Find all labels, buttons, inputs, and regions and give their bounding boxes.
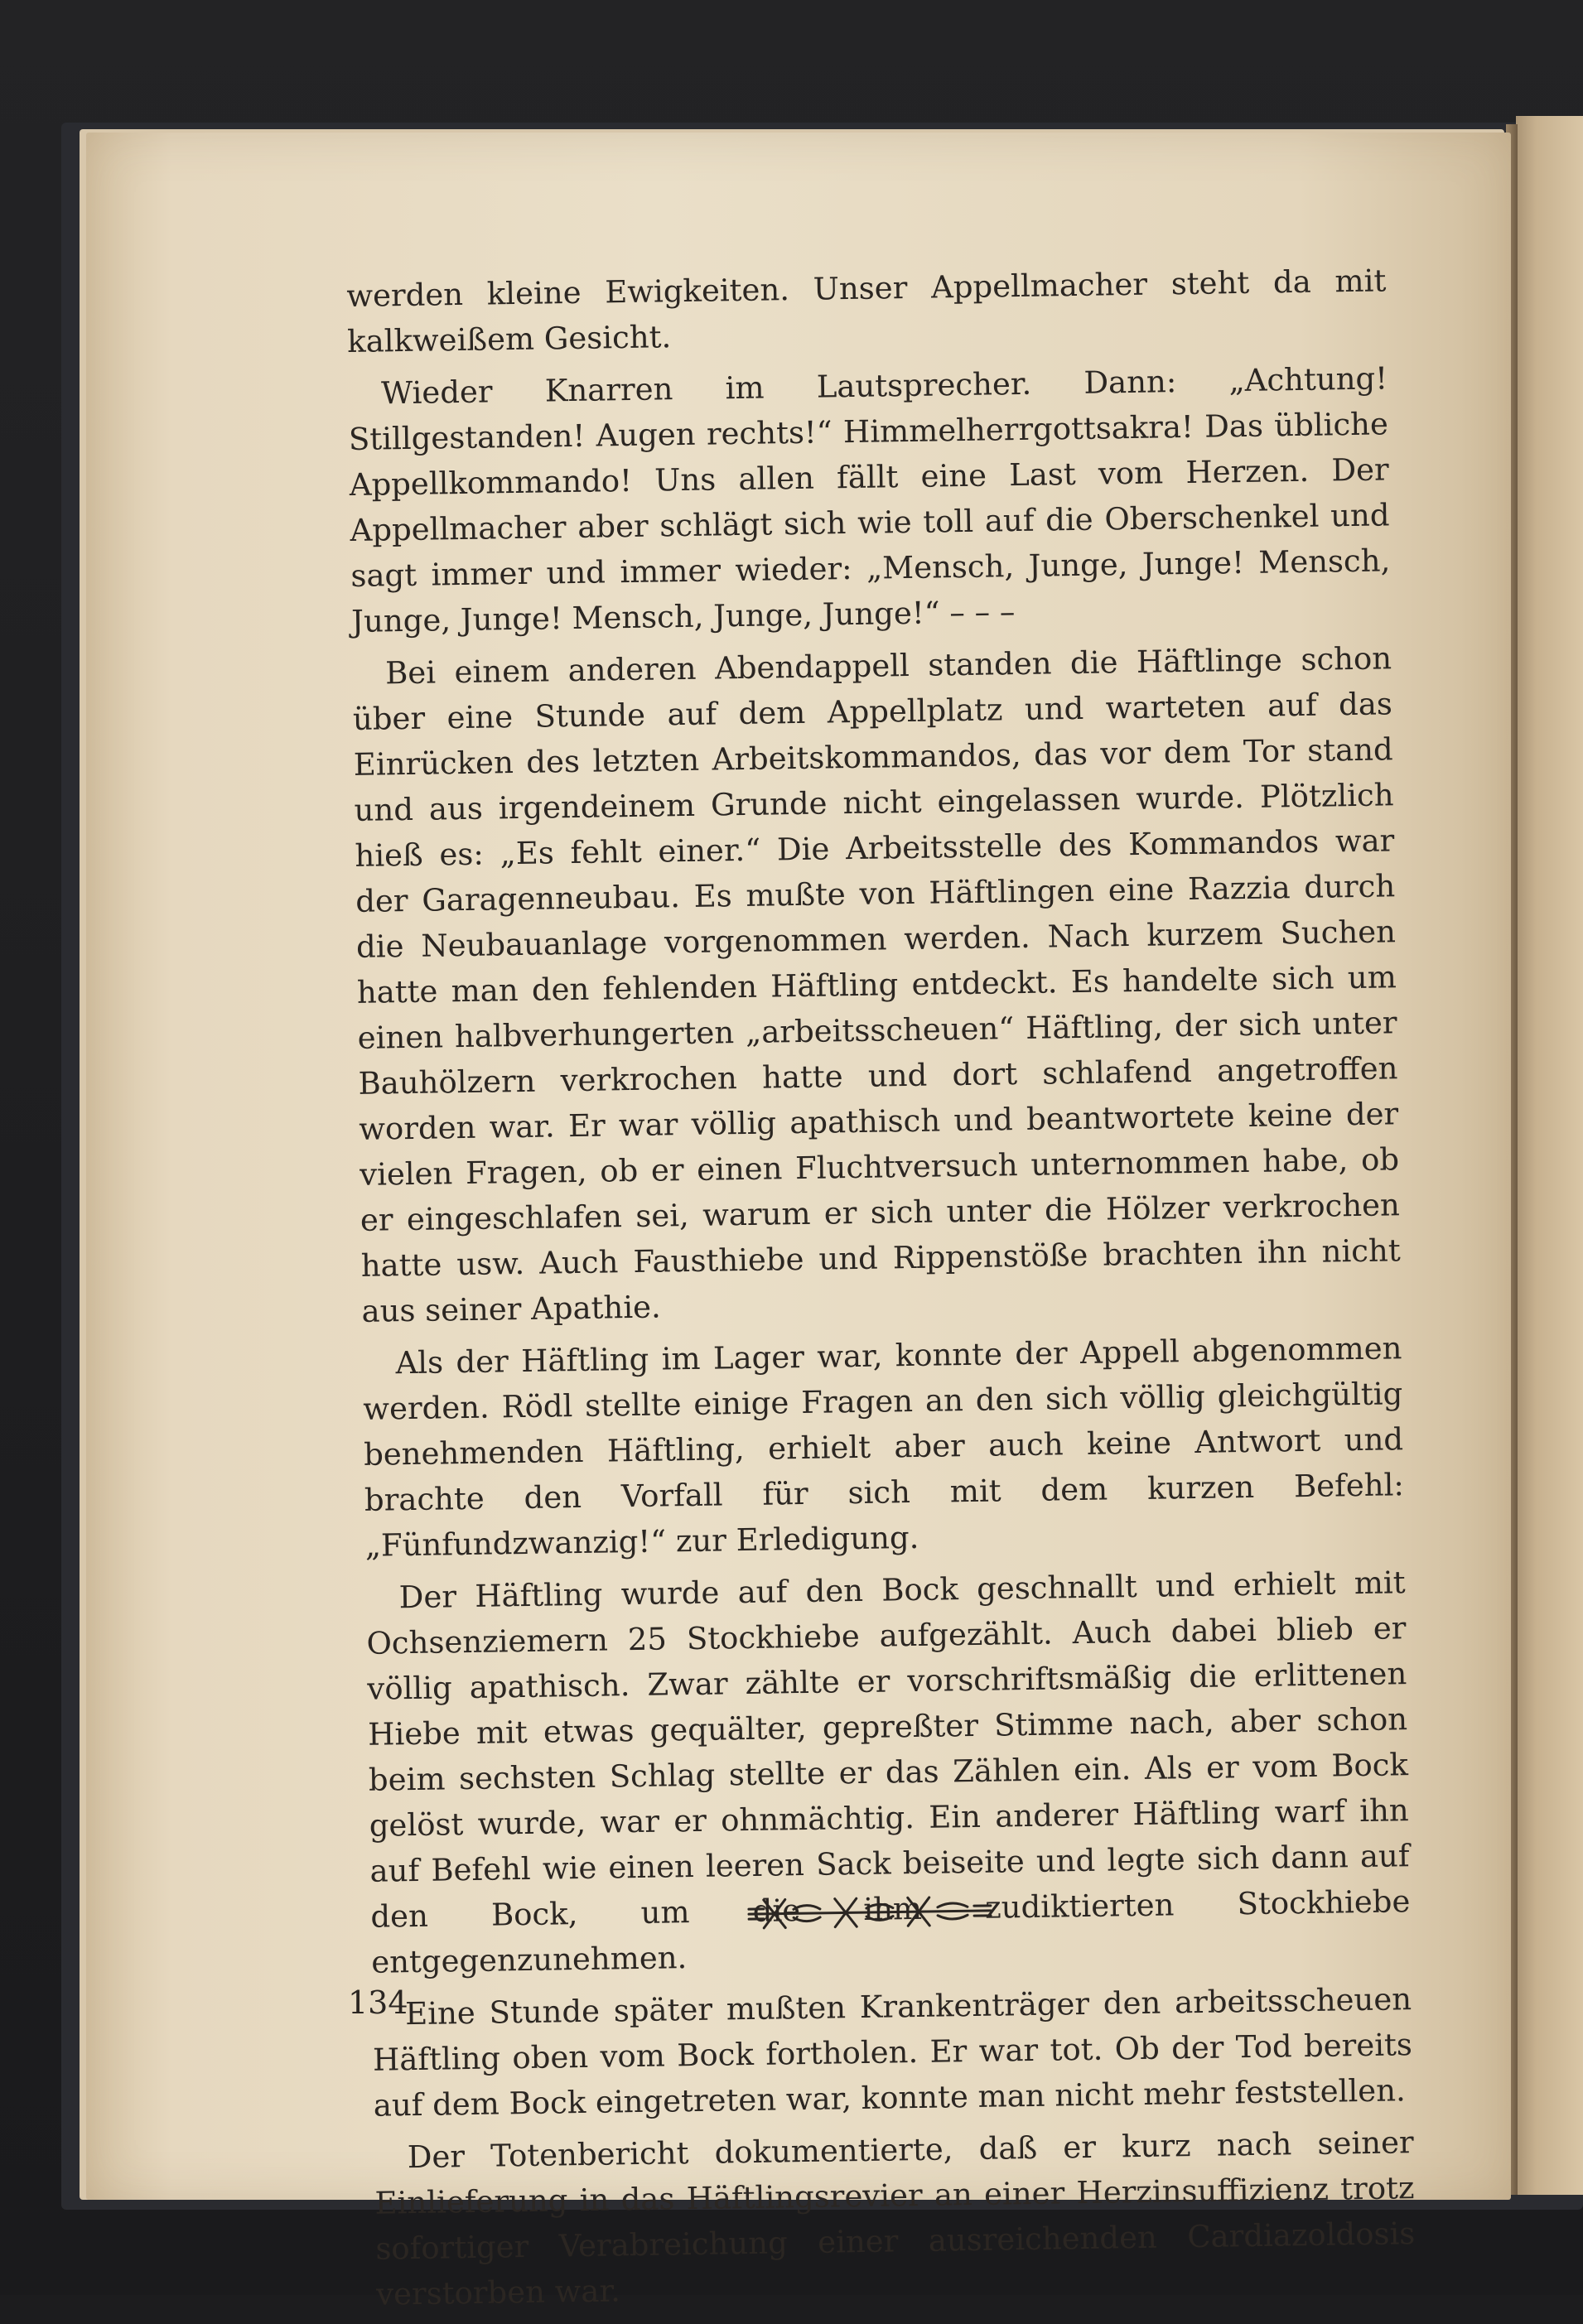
paragraph: Eine Stunde später mußten Krankenträger den arbeitsscheuen Häftling oben vom Bock fortholen. Er war tot. Ob der Tod bereits auf dem Bock eingetreten war, konnte man nicht mehr feststellen.	[372, 1981, 1413, 2124]
paragraph: Als der Häftling im Lager war, konnte der Appell abgenommen werden. Rödl stellte einige Fragen an den sich völlig gleichgültig benehmenden Häftling, erhielt aber auch keine Antwort und brachte den Vorfall für sich mit dem kurzen Befehl: „Fünfundzwanzig!“ zur Erledigung.	[363, 1330, 1405, 1564]
paragraph: Bei einem anderen Abendappell standen die Häftlinge schon über eine Stunde auf dem Appellplatz und warteten auf das Einrücken des letzten Arbeitskommandos, das vor dem Tor stand und aus irgendeinem Grunde nicht eingelassen wurde. Plötzlich hieß es: „Es fehlt einer.“ Die Arbeitsstelle des Kommandos war der Garagenneubau. Es mußte von Häftlingen eine Razzia durch die Neubauanlage vorgenommen werden. Nach kurzem Suchen hatte man den fehlenden Häftling entdeckt. Es handelte sich um einen halbverhungerten „arbeitsscheuen“ Häftling, der sich unter Bauhölzern verkrochen hatte und dort schlafend angetroffen worden war. Er war völlig apathisch und beantwortete keine der vielen Fragen, ob er einen Fluchtversuch unternommen habe, ob er eingeschlafen sei, warum er sich unter die Hölzer verkrochen hatte usw. Auch Fausthiebe und Rippenstöße brachten ihn nicht aus seiner Apathie.	[352, 640, 1401, 1329]
adjacent-page-edge	[1516, 116, 1583, 2195]
paragraph: werden kleine Ewigkeiten. Unser Appellmacher steht da mit kalkweißem Gesicht.	[346, 263, 1387, 359]
paragraph: Der Totenbericht dokumentierte, daß er kurz nach seiner Einlieferung in das Häftlingsrevier an einer Herzinsuffizienz trotz sofortiger Verabreichung einer ausreichenden Cardiazoldosis verstorben war.	[374, 2124, 1416, 2312]
paragraph: Der Häftling wurde auf den Bock geschnallt und erhielt mit Ochsenziemern 25 Stockhiebe aufgezählt. Auch dabei blieb er völlig apathisch. Zwar zählte er vorschriftsmäßig die erlittenen Hiebe mit etwas gequälter, gepreßter Stimme nach, aber schon beim sechsten Schlag stellte er das Zählen ein. Als er vom Bock gelöst wurde, war er ohnmächtig. Ein anderer Häftling warf ihn auf Befehl wie einen leeren Sack beiseite und legte sich dann auf den Bock, um die ihm zudiktierten Stockhiebe entgegenzunehmen.	[366, 1565, 1411, 1980]
barbed-wire-ornament-icon	[746, 1890, 995, 1935]
page-number: 134	[348, 1984, 408, 2021]
page-text	[346, 258, 1416, 2323]
paragraph: Wieder Knarren im Lautsprecher. Dann: „Achtung! Stillgestanden! Augen rechts!“ Himmelherrgottsakra! Das übliche Appellkommando! Uns allen fällt eine Last vom Herzen. Der Appellmacher aber schlägt sich wie toll auf die Oberschenkel und sagt immer und immer wieder: „Mensch, Junge, Junge! Mensch, Junge, Junge! Mensch, Junge, Junge!“ – – –	[348, 360, 1391, 639]
